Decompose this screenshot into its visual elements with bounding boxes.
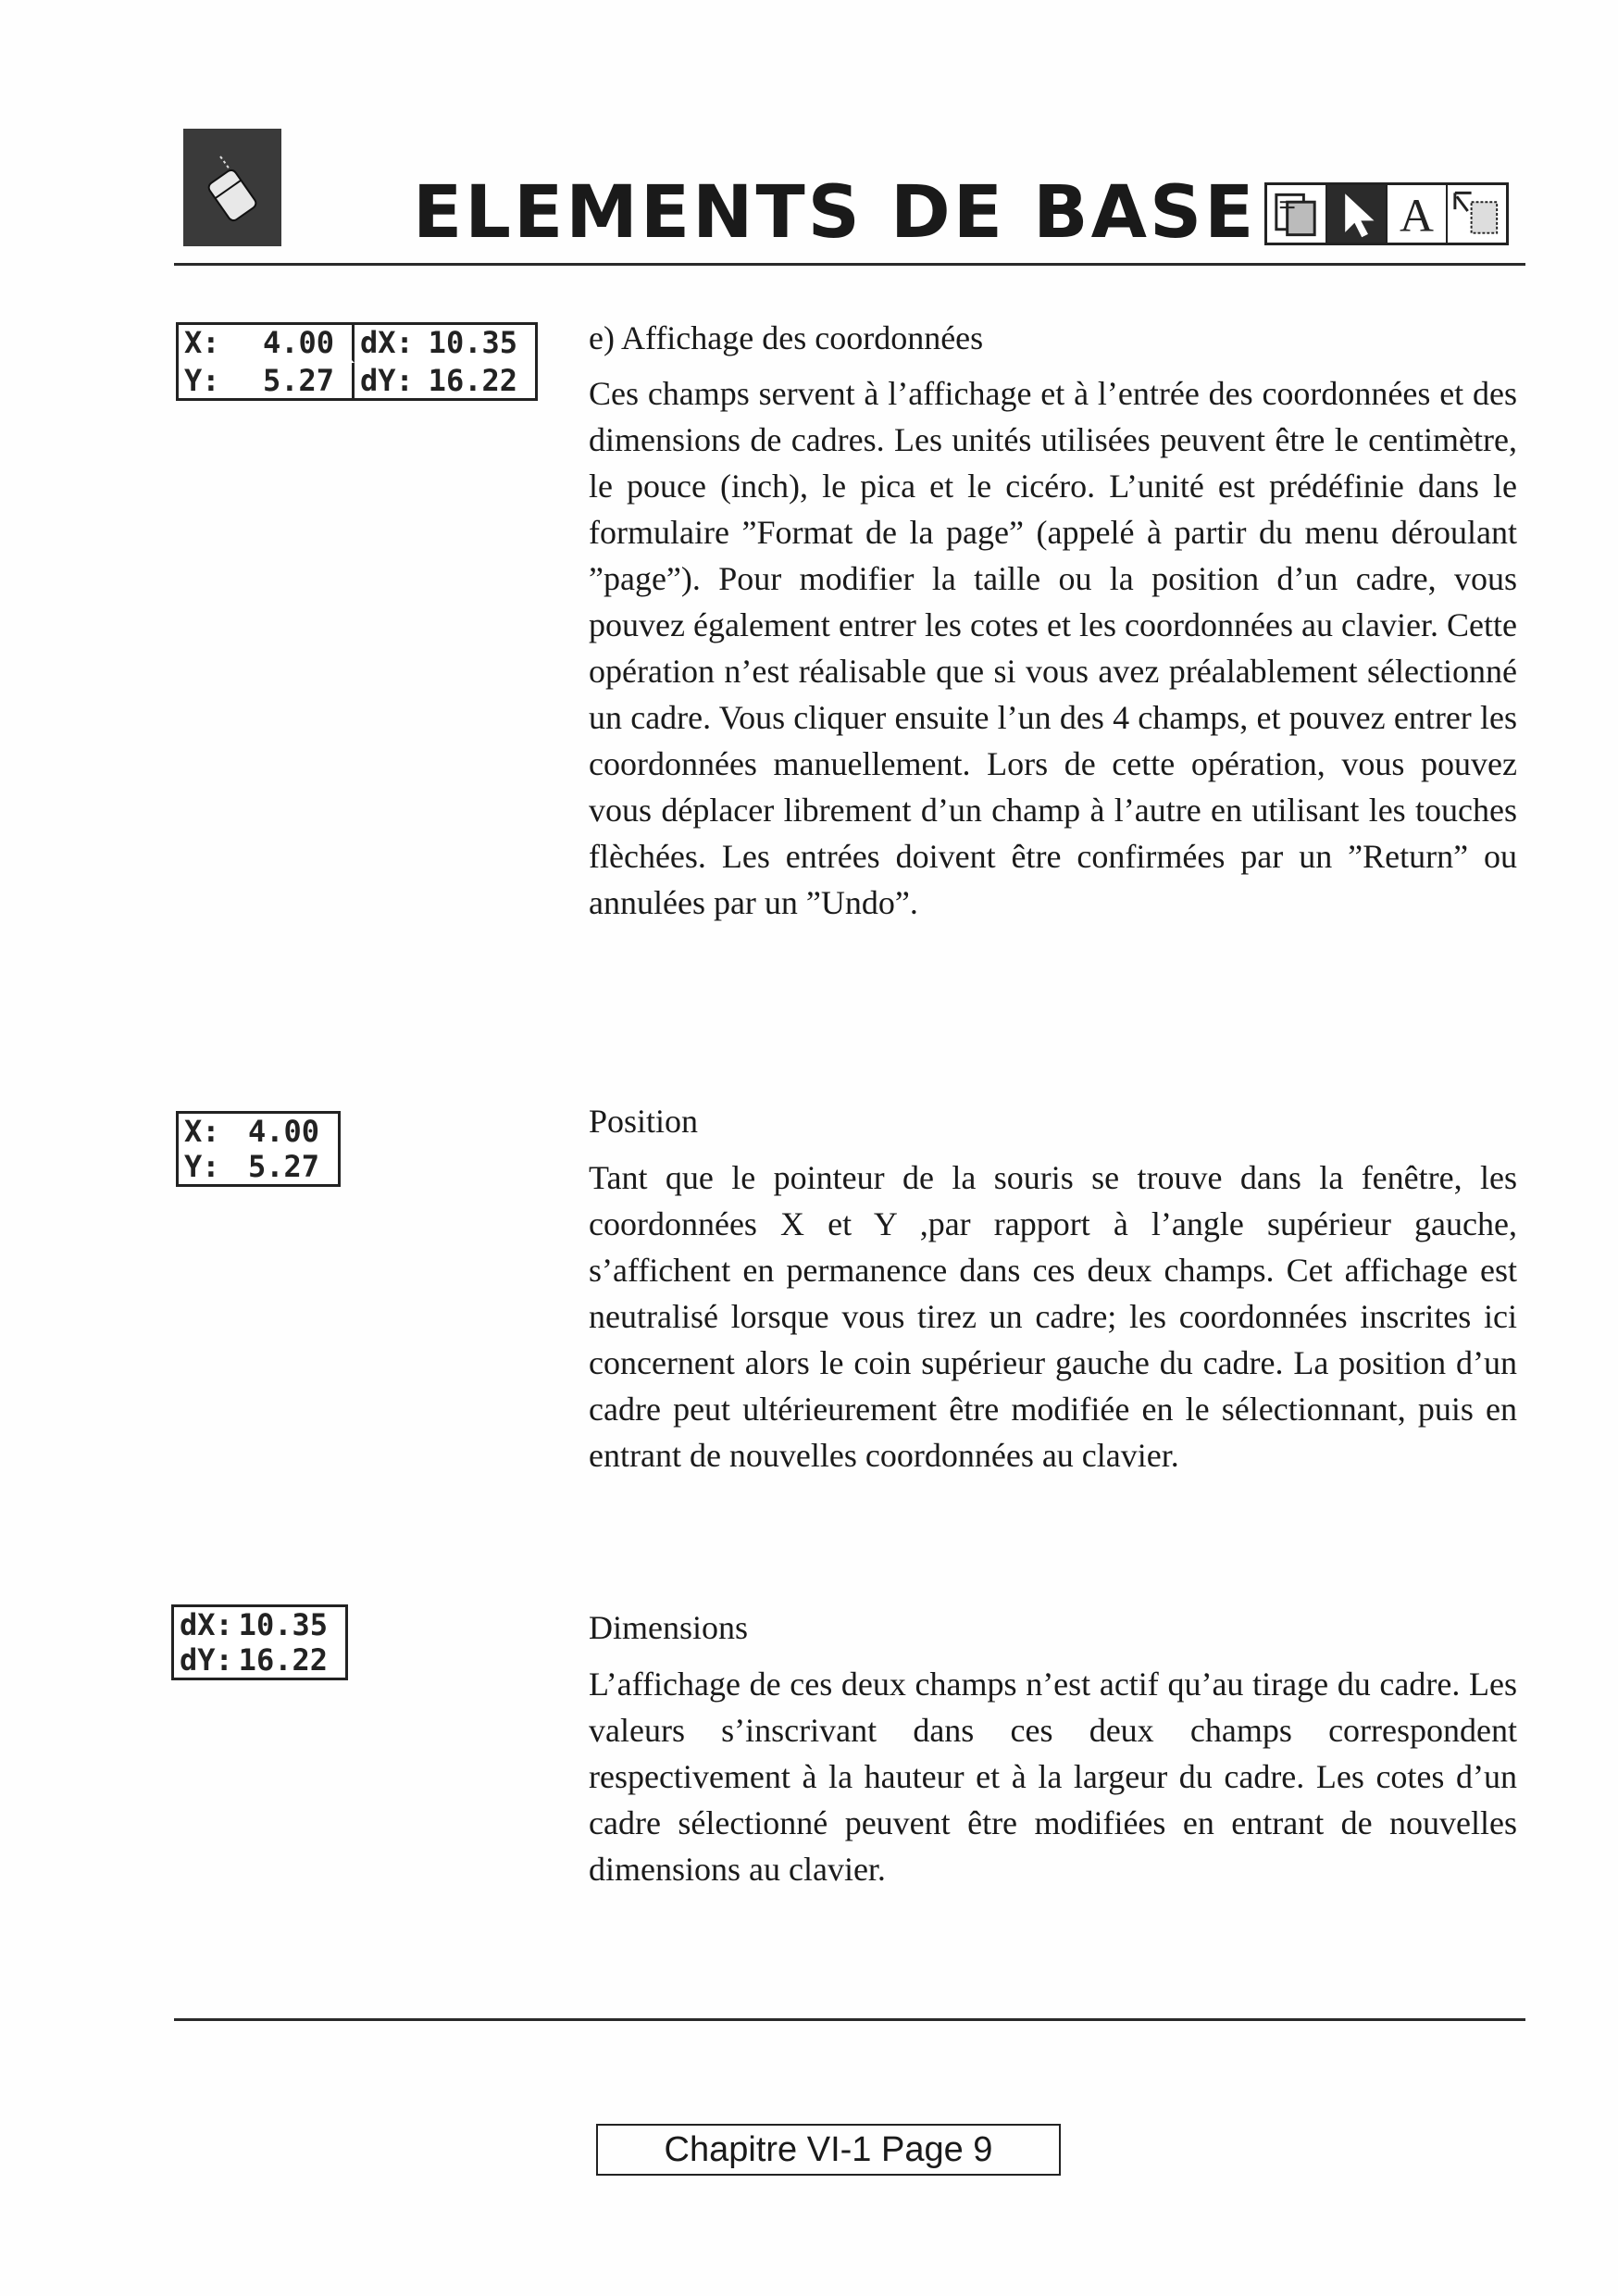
frame-tool-icon[interactable] [1448,185,1506,243]
section-heading-dimensions: Dimensions [589,1609,749,1646]
header-divider [174,263,1525,266]
section-heading-position: Position [589,1103,699,1140]
y-field[interactable]: Y: 5.27 [184,1149,319,1184]
mouse-icon [183,129,281,246]
section-body-position: Tant que le pointeur de la souris se trouve dans la fenêtre, les coordonnées X et Y ,par rapport à l’angle supérieur gauche, s’affichent en permanence dans ces deux champs. Cet affichage est neutralisé lorsque vous tirez un cadre; les coordonnées inscrites ici concernent alors le coin supérieur gauche du cadre. La position d’un cadre peut ultérieurement être modifiée en le sélectionnant, puis en entrant de nouvelles coordonnées au clavier. [589,1159,1517,1474]
x-field[interactable]: X: 4.00 [179,325,355,363]
coordinate-panel-full [176,322,538,401]
coordinate-panel-dimensions [171,1604,348,1680]
page-layout-icon[interactable] [1267,185,1327,243]
footer-divider [174,2018,1525,2021]
section-body-affichage: Ces champs servent à l’affichage et à l’entrée des coordonnées et des dimensions de cadres. Les unités utilisées peuvent être le centimètre, le pouce (inch), le pica et le cicéro. L’unité est prédéfinie dans le formulaire ”Format de la page” (appelé à partir du menu déroulant ”page”). Pour modifier la taille ou la position d’un cadre, vous pouvez également entrer les cotes et les coordonnées au clavier. Cette opération n’est réalisable que si vous avez préalablement sélectionné un cadre. Vous cliquer ensuite l’un des 4 champs, et pouvez entrer les coordonnées manuellement. Lors de cette opération, vous pouvez vous déplacer librement d’un champ à l’autre en utilisant les touches flèchées. Les entrées doivent être confirmées par un ”Return” ou annulées par un ”Undo”. [589,375,1517,921]
text-tool-glyph: A [1400,189,1434,243]
dy-field[interactable]: dY: 16.22 [180,1642,328,1678]
arrow-pointer-icon[interactable] [1327,185,1388,243]
dy-field[interactable]: dY: 16.22 [360,363,517,398]
section-body-dimensions: L’affichage de ces deux champs n’est actif qu’au tirage du cadre. Les valeurs s’inscrivant dans ces deux champs correspondent respectivement à la hauteur et à la largeur du cadre. Les cotes d’un cadre sélectionné peuvent être modifiées en entrant de nouvelles dimensions au clavier. [589,1666,1517,1888]
dx-field[interactable]: dX: 10.35 [180,1607,328,1642]
dx-field[interactable]: dX: 10.35 [360,325,517,360]
page-number-label: Chapitre VI-1 Page 9 [596,2124,1061,2176]
text-tool-icon[interactable] [1388,185,1448,243]
y-field[interactable]: Y: 5.27 [179,363,355,398]
section-heading-affichage: e) Affichage des coordonnées [589,319,984,356]
page-title: ELEMENTS DE BASE [413,171,1257,255]
x-field[interactable]: X: 4.00 [184,1114,319,1149]
tool-palette [1264,182,1509,245]
coordinate-panel-position [176,1111,341,1187]
